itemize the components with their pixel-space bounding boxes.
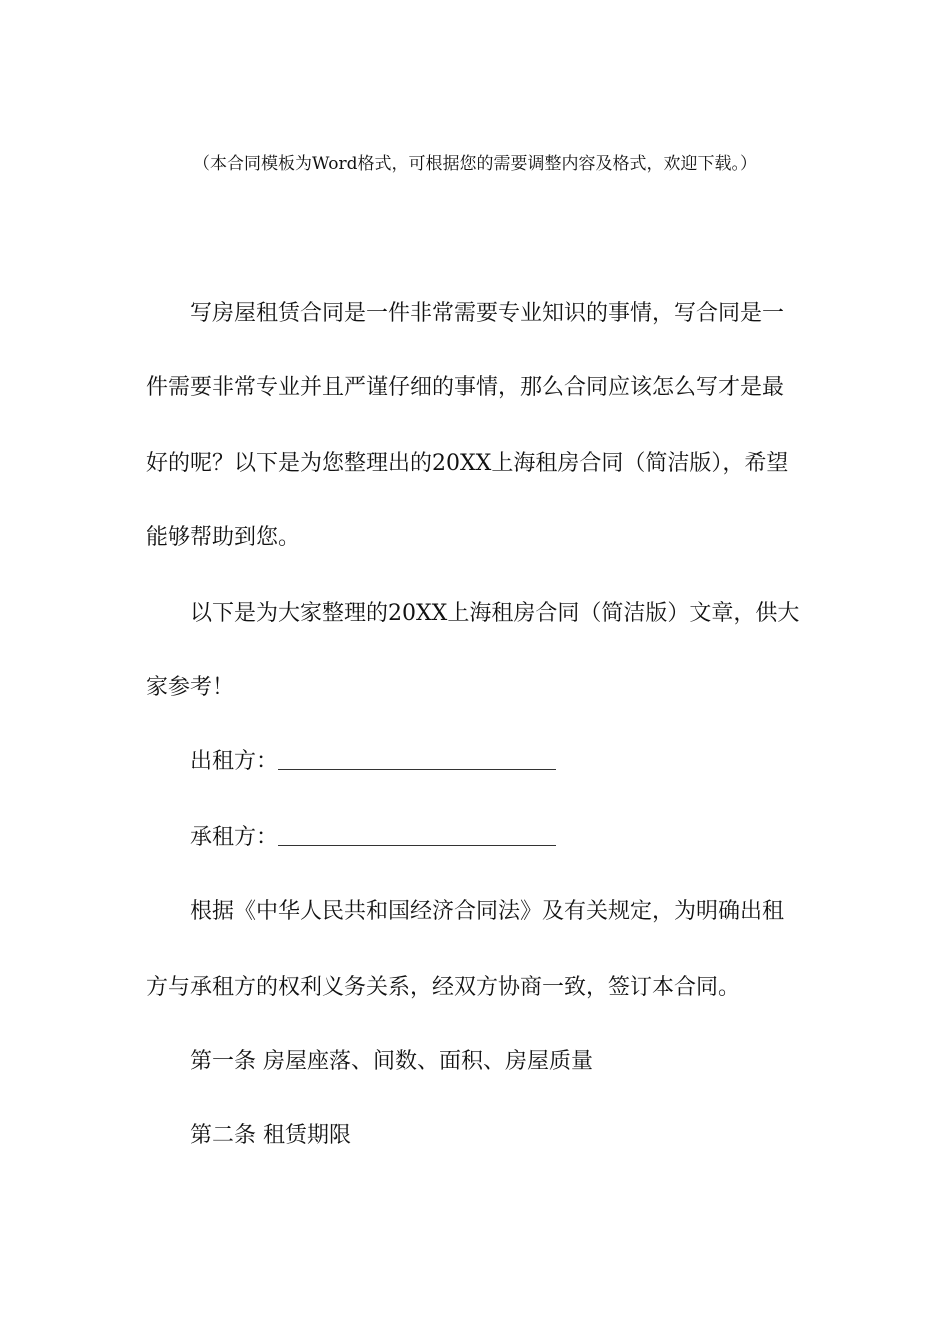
article-1: 第一条 房屋座落、间数、面积、房屋质量 — [190, 1049, 593, 1074]
lessee-row — [190, 820, 850, 856]
template-note: （本合同模板为Word格式，可根据您的需要调整内容及格式，欢迎下载。） — [192, 154, 758, 174]
lessor-blank — [278, 749, 556, 770]
intro-line-1: 写房屋租赁合同是一件非常需要专业知识的事情，写合同是一 — [190, 301, 785, 326]
lessor-row — [190, 744, 850, 780]
intro-line-3: 好的呢？以下是为您整理出的20XX上海租房合同（简洁版），希望 — [146, 451, 789, 476]
lessee-label: 承租方： — [190, 825, 279, 850]
lessor-label: 出租方： — [190, 749, 279, 774]
basis-line-1: 根据《中华人民共和国经济合同法》及有关规定，为明确出租 — [190, 899, 785, 924]
lessee-blank — [278, 825, 556, 846]
reference-line-1: 以下是为大家整理的20XX上海租房合同（简洁版）文章，供大 — [190, 601, 800, 626]
basis-line-2: 方与承租方的权利义务关系，经双方协商一致，签订本合同。 — [146, 975, 741, 1000]
reference-line-2: 家参考！ — [146, 675, 235, 700]
intro-line-2: 件需要非常专业并且严谨仔细的事情，那么合同应该怎么写才是最 — [146, 375, 785, 400]
article-2: 第二条 租赁期限 — [190, 1123, 351, 1148]
intro-line-4: 能够帮助到您。 — [146, 525, 301, 550]
